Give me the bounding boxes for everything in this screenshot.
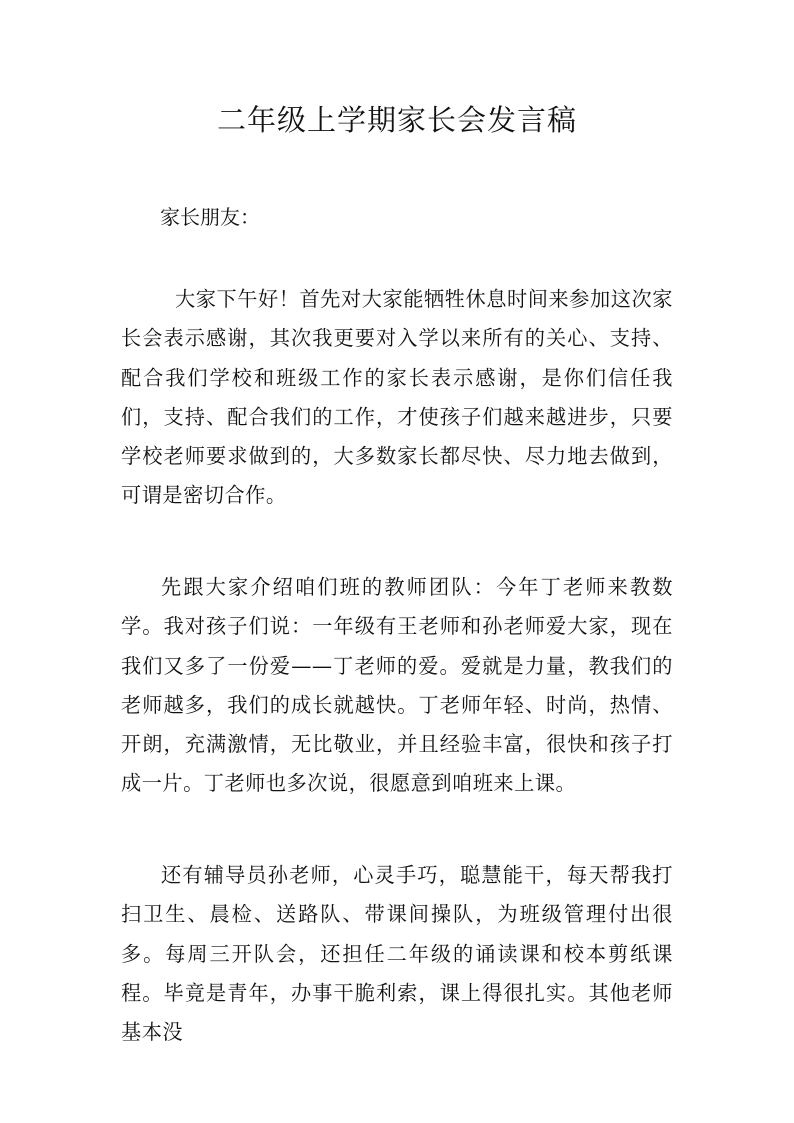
salutation: 家长朋友：: [160, 205, 260, 229]
document-title: 二年级上学期家长会发言稿: [216, 103, 577, 137]
paragraph-counselor: 还有辅导员孙老师，心灵手巧，聪慧能干，每天帮我打扫卫生、晨检、送路队、带课间操队，为班级管理付出很多。每周三开队会，还担任二年级的诵读课和校本剪纸课程。毕竟是青年，办事干脆利索，课上得很扎实。其他老师基本没: [121, 863, 673, 1045]
paragraph-teacher-team: 先跟大家介绍咱们班的教师团队：今年丁老师来教数学。我对孩子们说：一年级有王老师和孙老师爱大家，现在我们又多了一份爱——丁老师的爱。爱就是力量，教我们的老师越多，我们的成长就越快。丁老师年轻、时尚，热情、开朗，充满激情，无比敬业，并且经验丰富，很快和孩子打成一片。丁老师也多次说，很愿意到咱班来上课。: [121, 575, 673, 796]
paragraph-thanks: 大家下午好！首先对大家能牺牲休息时间来参加这次家长会表示感谢，其次我更要对入学以来所有的关心、支持、配合我们学校和班级工作的家长表示感谢，是你们信任我们，支持、配合我们的工作，才使孩子们越来越进步，只要学校老师要求做到的，大多数家长都尽快、尽力地去做到，可谓是密切合作。: [121, 287, 673, 508]
